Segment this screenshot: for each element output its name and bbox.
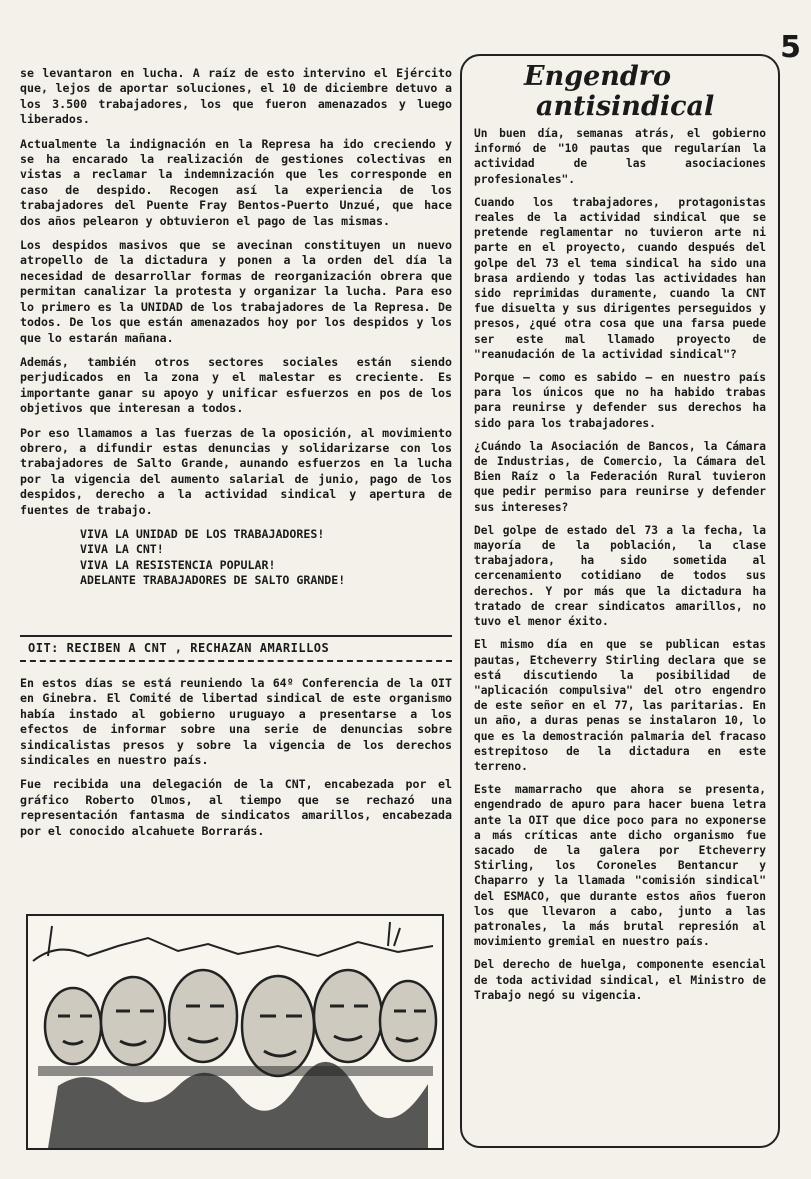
paragraph: Del golpe de estado del 73 a la fecha, la mayoría de la población, la clase trabajadora, ha sido sometida al cercenamiento cotidiano de todos sus derechos. Y por más que la dictadura ha tratado de crear sindicatos amarillos, no tuvo el menor éxito. xyxy=(474,523,766,629)
paragraph: Los despidos masivos que se avecinan constituyen un nuevo atropello de la dictadura y ponen a la orden del día la necesidad de desarrollar formas de reorganización obrera que permitan canalizar la protesta y organizar la lucha. Para eso lo primero es la UNIDAD de los trabajadores de la Represa. De todos. De los que están amenazados hoy por los despidos y los que lo estarán mañana. xyxy=(20,238,452,345)
slogans-list xyxy=(80,527,452,589)
workers-crowd-illustration xyxy=(26,914,444,1150)
slogan: VIVA LA UNIDAD DE LOS TRABAJADORES! xyxy=(80,526,325,541)
paragraph: Porque – como es sabido – en nuestro país para los únicos que no ha habido trabas para reunirse y defender sus derechos ha sido para los trabajadores. xyxy=(474,371,766,430)
article-title-line: antisindical xyxy=(536,91,715,122)
paragraph: Este mamarracho que ahora se presenta, engendrado de apuro para hacer buena letra ante la OIT que dice poco para no exponerse a más críticas ante dicho organismo fue sacado de la galera por Etcheverry Stirling, los Coroneles Bentancur y Chaparro y la llamada "comisión sindical" del ESMACO, que durante estos años fueron los que llevaron a cabo, junto a las patronales, la más brutal represión al movimiento gremial en nuestro país. xyxy=(474,783,766,949)
article-title-line: Engendro xyxy=(524,61,672,92)
page-number: 5 xyxy=(780,30,801,65)
slogan: ADELANTE TRABAJADORES DE SALTO GRANDE! xyxy=(80,573,346,588)
paragraph: ¿Cuándo la Asociación de Bancos, la Cámara de Industrias, de Comercio, la Cámara del Bien Raíz o la Federación Rural tuvieron que pedir permiso para reunirse y defender sus intereses? xyxy=(474,439,766,514)
paragraph: Actualmente la indignación en la Represa ha ido creciendo y se ha encarado la realización de gestiones colectivas en vistas a reclamar la indemnización que les corresponde en caso de despido. Recogen así la experiencia de los trabajadores del Puente Fray Bentos-Puerto Unzué, que hace dos años pelearon y obtuvieron el pago de las mismas. xyxy=(20,136,452,228)
paragraph: Un buen día, semanas atrás, el gobierno informó de "10 pautas que regularían la actividad de las asociaciones profesionales". xyxy=(474,127,766,186)
paragraph: En estos días se está reuniendo la 64º Conferencia de la OIT en Ginebra. El Comité de libertad sindical de este organismo había instado al gobierno uruguayo a presentarse a los efectos de informar sobre una serie de denuncias sobre sindicalistas presos y sobre la vigencia de los derechos sindicales en nuestro país. xyxy=(20,676,452,768)
article-box-antisindical xyxy=(460,54,780,1148)
slogan: VIVA LA RESISTENCIA POPULAR! xyxy=(80,557,276,572)
left-column xyxy=(20,66,452,848)
section-title: OIT: RECIBEN A CNT , RECHAZAN AMARILLOS xyxy=(20,635,452,662)
paragraph: Del derecho de huelga, componente esencial de toda actividad sindical, el Ministro de Trabajo negó su vigencia. xyxy=(474,958,766,1002)
article-title xyxy=(524,62,766,122)
paragraph: Fue recibida una delegación de la CNT, encabezada por el gráfico Roberto Olmos, al tiempo que se rechazó una representación fantasma de sindicatos amarillos, encabezada por el conocido alcahuete Borrarás. xyxy=(20,777,452,838)
paragraph: Cuando los trabajadores, protagonistas reales de la actividad sindical que se pretende reglamentar no tuvieron arte ni parte en el proyecto, cuando después del golpe del 73 el tema sindical ha sido una brasa ardiendo y todas las actividades han sido reprimidas duramente, cuando la CNT fue disuelta y sus dirigentes perseguidos y presos, ¿qué otra cosa que una farsa puede ser este mal llamado proyecto de "reanudación de la actividad sindical"? xyxy=(474,195,766,361)
paragraph: Por eso llamamos a las fuerzas de la oposición, al movimiento obrero, a difundir estas denuncias y solidarizarse con los trabajadores de Salto Grande, aunando esfuerzos en la lucha por la vigencia del aumento salarial de junio, pago de los despidos, derecho a la actividad sindical y apertura de fuentes de trabajo. xyxy=(20,425,452,517)
article-body xyxy=(474,126,766,1003)
paragraph: se levantaron en lucha. A raíz de esto intervino el Ejército que, lejos de aportar soluciones, el 10 de diciembre detuvo a los 3.500 trabajadores, los que fueron amenazados y luego liberados. xyxy=(20,66,452,127)
slogan: VIVA LA CNT! xyxy=(80,542,164,557)
paragraph: El mismo día en que se publican estas pautas, Etcheverry Stirling declara que se está discutiendo la posibilidad de "aplicación compulsiva" del otro engendro de este señor en el 77, las paritarias. En un año, a duras penas se instalaron 10, lo que es la demostración palmaria del fracaso estrepitoso de la dictadura en este terreno. xyxy=(474,638,766,773)
paragraph: Además, también otros sectores sociales están siendo perjudicados en la zona y el malestar es creciente. Es importante ganar su apoyo y unificar esfuerzos en pos de los objetivos que interesan a todos. xyxy=(20,354,452,416)
